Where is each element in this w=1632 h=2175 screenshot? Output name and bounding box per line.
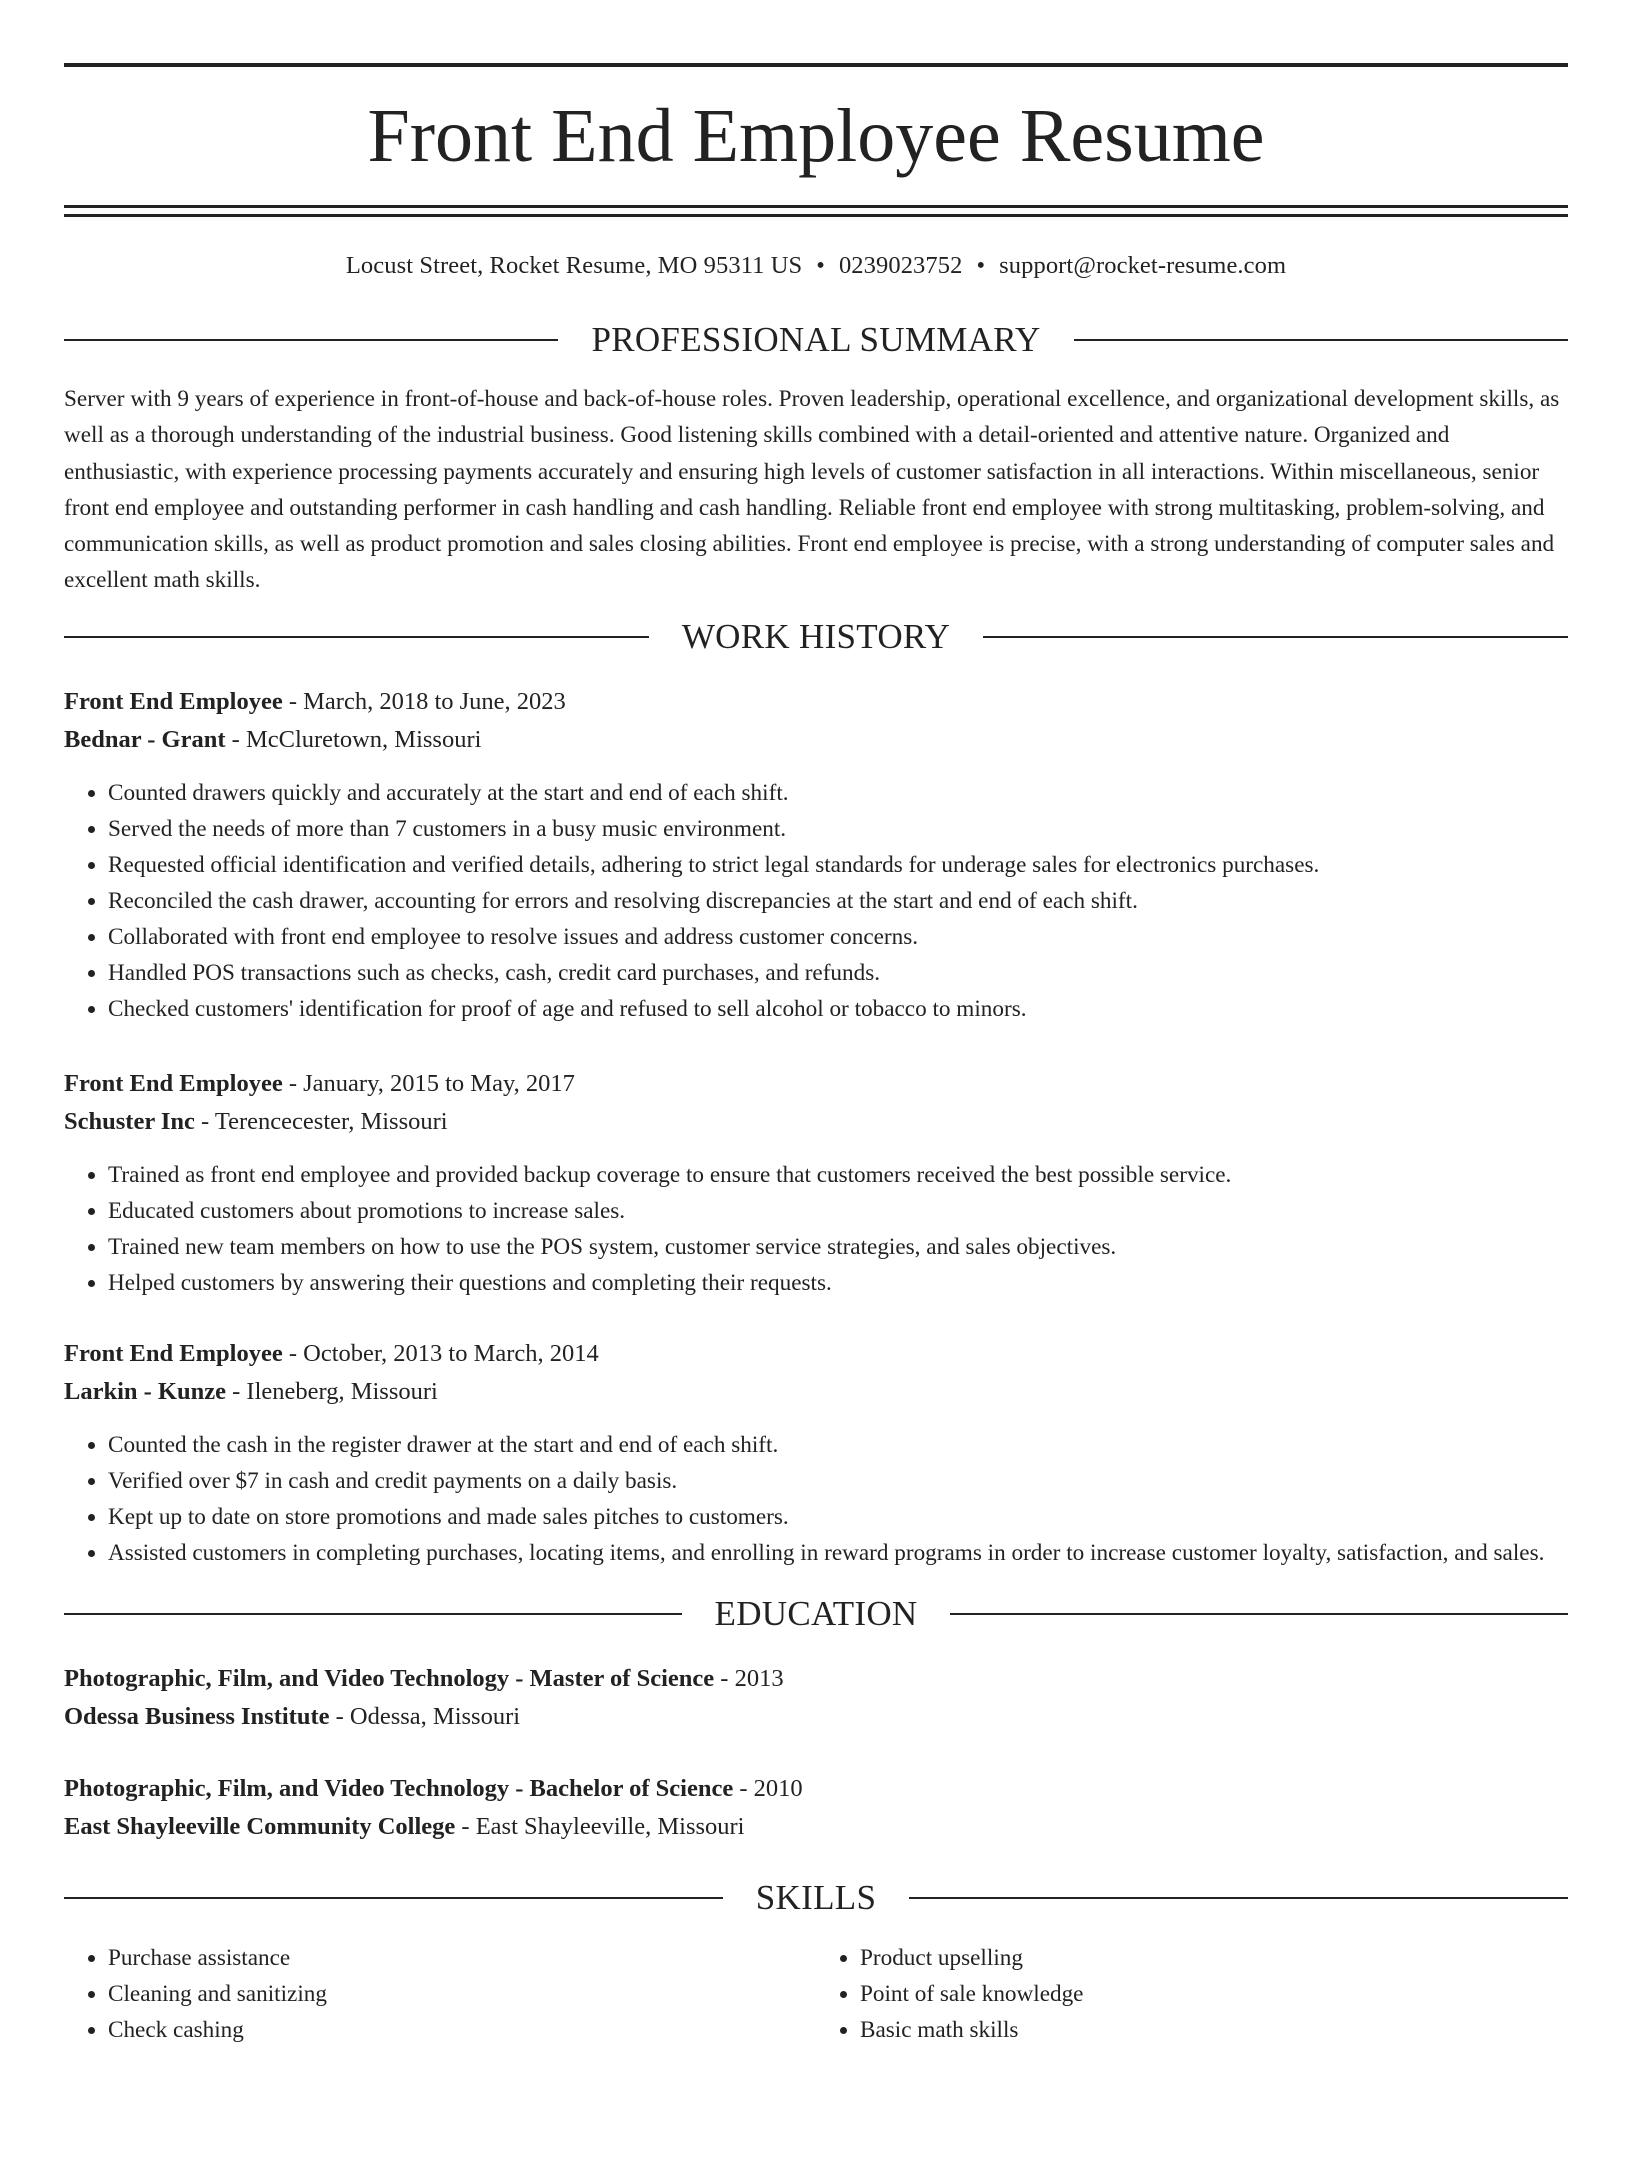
skill-item: • Product upselling bbox=[860, 1940, 1568, 1976]
skill-item: • Point of sale knowledge bbox=[860, 1976, 1568, 2012]
heading-rule-left bbox=[64, 339, 558, 341]
job-duty: • Verified over $7 in cash and credit payments on a daily basis. bbox=[108, 1463, 1568, 1499]
degree-line bbox=[64, 1770, 1568, 1808]
job-dates: - October, 2013 to March, 2014 bbox=[282, 1339, 599, 1367]
professional-summary-text: Server with 9 years of experience in front-of-house and back-of-house roles. Proven leadership, operational excellence, and organizational development skills, as well as a thorough understanding of the industrial business. Good listening skills combined with a detail-oriented and attentive nature. Organized and enthusiastic, with experience processing payments accurately and ensuring high levels of customer satisfaction in all interactions. Within miscellaneous, senior front end employee and outstanding performer in cash handling and cash handling. Reliable front end employee with strong multitasking, problem-solving, and communication skills, as well as product promotion and sales closing abilities. Front end employee is precise, with a strong understanding of computer sales and excellent math skills. bbox=[64, 386, 1560, 594]
skills-columns bbox=[64, 1940, 1568, 2048]
skill-item: • Basic math skills bbox=[860, 2012, 1568, 2048]
skill-item: • Check cashing bbox=[108, 2012, 816, 2048]
contact-line bbox=[64, 250, 1568, 282]
heading-rule-left bbox=[64, 1897, 723, 1899]
job-title-line bbox=[64, 683, 1568, 721]
contact-address: Locust Street, Rocket Resume, MO 95311 US bbox=[345, 252, 803, 279]
job-duty: • Handled POS transactions such as checks, cash, credit card purchases, and refunds. bbox=[108, 955, 1568, 991]
section-heading-summary bbox=[64, 320, 1568, 360]
job-company-line bbox=[64, 721, 1568, 759]
school-name: East Shayleeville Community College bbox=[64, 1812, 456, 1840]
job-company: Larkin - Kunze bbox=[64, 1377, 226, 1405]
job-duty: • Requested official identification and verified details, adhering to strict legal standards for underage sales for electronics purchases. bbox=[108, 847, 1568, 883]
job-duty: • Trained new team members on how to use the POS system, customer service strategies, and sales objectives. bbox=[108, 1229, 1568, 1265]
job-company-line bbox=[64, 1373, 1568, 1411]
job-title: Front End Employee bbox=[64, 687, 283, 715]
heading-rule-right bbox=[983, 636, 1568, 638]
job-duties-list bbox=[64, 1157, 1568, 1301]
job-title: Front End Employee bbox=[64, 1069, 283, 1097]
job-duty: • Kept up to date on store promotions and made sales pitches to customers. bbox=[108, 1499, 1568, 1535]
job-location: - McCluretown, Missouri bbox=[225, 725, 482, 753]
section-title-work-history: WORK HISTORY bbox=[681, 616, 951, 656]
skill-item: • Cleaning and sanitizing bbox=[108, 1976, 816, 2012]
job-entry bbox=[64, 1065, 1568, 1301]
job-title-line bbox=[64, 1065, 1568, 1103]
heading-rule-right bbox=[1074, 339, 1568, 341]
work-history-list bbox=[64, 683, 1568, 1571]
degree: Photographic, Film, and Video Technology - Bachelor of Science bbox=[64, 1774, 734, 1802]
education-entry bbox=[64, 1770, 1568, 1846]
job-duties-list bbox=[64, 775, 1568, 1027]
skill-item: • Purchase assistance bbox=[108, 1940, 816, 1976]
contact-separator: • bbox=[976, 252, 986, 279]
heading-rule-right bbox=[909, 1897, 1568, 1899]
heading-rule-left bbox=[64, 636, 649, 638]
job-title-line bbox=[64, 1335, 1568, 1373]
title-bottom-double-rule bbox=[64, 205, 1568, 217]
job-duty: • Assisted customers in completing purchases, locating items, and enrolling in reward programs in order to increase customer loyalty, satisfaction, and sales. bbox=[108, 1535, 1568, 1571]
degree: Photographic, Film, and Video Technology - Master of Science bbox=[64, 1664, 715, 1692]
job-company-line bbox=[64, 1103, 1568, 1141]
resume-title: Front End Employee Resume bbox=[367, 94, 1265, 178]
school-location: - East Shayleeville, Missouri bbox=[455, 1812, 745, 1840]
job-duty: • Collaborated with front end employee to resolve issues and address customer concerns. bbox=[108, 919, 1568, 955]
school-line bbox=[64, 1808, 1568, 1846]
school-name: Odessa Business Institute bbox=[64, 1702, 330, 1730]
skills-list-left bbox=[64, 1940, 816, 2048]
skills-list-right bbox=[816, 1940, 1568, 2048]
heading-rule-left bbox=[64, 1613, 682, 1615]
job-title: Front End Employee bbox=[64, 1339, 283, 1367]
education-entry bbox=[64, 1660, 1568, 1736]
job-duty: • Served the needs of more than 7 customers in a busy music environment. bbox=[108, 811, 1568, 847]
degree-line bbox=[64, 1660, 1568, 1698]
contact-email: support@rocket-resume.com bbox=[999, 252, 1287, 279]
section-title-skills: SKILLS bbox=[755, 1877, 877, 1917]
job-duties-list bbox=[64, 1427, 1568, 1571]
heading-rule-right bbox=[950, 1613, 1568, 1615]
section-title-summary: PROFESSIONAL SUMMARY bbox=[591, 320, 1041, 359]
job-company: Schuster Inc bbox=[64, 1107, 195, 1135]
job-dates: - March, 2018 to June, 2023 bbox=[282, 687, 566, 715]
school-line bbox=[64, 1698, 1568, 1736]
job-duty: • Checked customers' identification for proof of age and refused to sell alcohol or tobacco to minors. bbox=[108, 991, 1568, 1027]
job-duty: • Counted the cash in the register drawer at the start and end of each shift. bbox=[108, 1427, 1568, 1463]
job-company: Bednar - Grant bbox=[64, 725, 226, 753]
school-location: - Odessa, Missouri bbox=[329, 1702, 521, 1730]
section-heading-education bbox=[64, 1594, 1568, 1634]
section-heading-skills bbox=[64, 1878, 1568, 1918]
job-location: - Terencecester, Missouri bbox=[194, 1107, 448, 1135]
section-title-education: EDUCATION bbox=[714, 1593, 918, 1633]
job-duty: • Trained as front end employee and provided backup coverage to ensure that customers received the best possible service. bbox=[108, 1157, 1568, 1193]
title-top-rule bbox=[64, 63, 1568, 67]
education-list bbox=[64, 1660, 1568, 1846]
job-duty: • Helped customers by answering their questions and completing their requests. bbox=[108, 1265, 1568, 1301]
job-duty: • Reconciled the cash drawer, accounting for errors and resolving discrepancies at the start and end of each shift. bbox=[108, 883, 1568, 919]
job-dates: - January, 2015 to May, 2017 bbox=[282, 1069, 575, 1097]
graduation-year: - 2010 bbox=[733, 1774, 803, 1802]
job-duty: • Educated customers about promotions to increase sales. bbox=[108, 1193, 1568, 1229]
contact-phone: 0239023752 bbox=[838, 252, 963, 279]
job-entry bbox=[64, 1335, 1568, 1571]
resume-page bbox=[0, 63, 1632, 2175]
job-location: - Ileneberg, Missouri bbox=[226, 1377, 438, 1405]
job-duty: • Counted drawers quickly and accurately at the start and end of each shift. bbox=[108, 775, 1568, 811]
graduation-year: - 2013 bbox=[714, 1664, 784, 1692]
section-heading-work-history bbox=[64, 617, 1568, 657]
contact-separator: • bbox=[816, 252, 825, 279]
job-entry bbox=[64, 683, 1568, 1027]
